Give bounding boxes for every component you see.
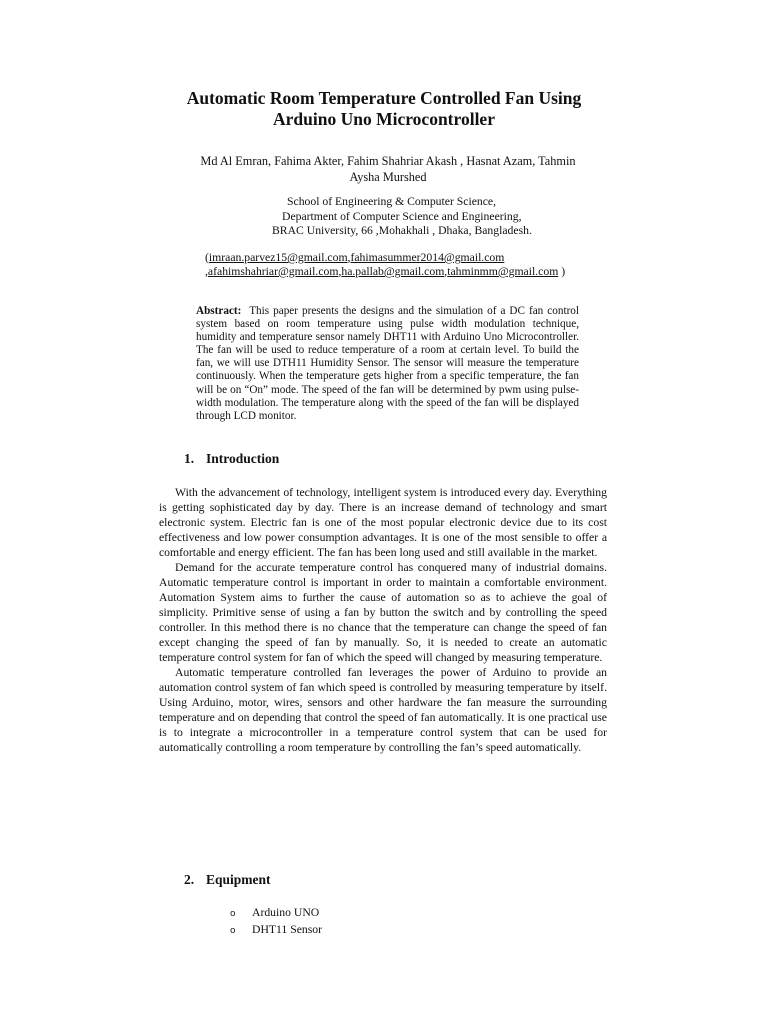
title-line-2: Arduino Uno Microcontroller — [273, 109, 495, 129]
section-heading-equipment — [184, 872, 271, 888]
authors-line-2: Aysha Murshed — [349, 169, 427, 184]
equipment-list — [230, 905, 322, 939]
section-title: Equipment — [206, 872, 271, 887]
email-separator: , — [444, 265, 448, 278]
email-line-2 — [205, 264, 565, 279]
bullet-icon: o — [230, 909, 236, 919]
list-item — [230, 905, 322, 922]
paragraph: With the advancement of technology, intelligent system is introduced every day. Everything is getting sophisticated day by day. There is an increase demand of technology and smart electronic system. Electric fan is one of the most popular electronic device due to its cost effectiveness and low power consumption advantages. It is one of the most sensible to offer a comfortable and energy efficient. The fan has been long used and still available in the market. — [159, 486, 607, 559]
abstract-text: This paper presents the designs and the simulation of a DC fan control system based on room temperature using pulse width modulation technique, humidity and temperature sensor namely DHT11 with Arduino Uno Microcontroller. The fan will be used to reduce temperature of a room at certain level. To build the fan, we will use DTH11 Humidity Sensor. The sensor will measure the temperature continuously. When the temperature gets higher from a specific temperature, the fan will be on “On” mode. The speed of the fan will be determined by pwm using pulse-width modulation. The temperature along with the speed of the fan will be displayed through LCD monitor. — [196, 305, 579, 422]
author-list — [160, 154, 616, 185]
abstract-label: Abstract: — [196, 305, 242, 317]
email-link[interactable]: ha.pallab@gmail.com — [341, 265, 445, 278]
list-item-text: DHT11 Sensor — [252, 923, 323, 936]
email-link[interactable]: tahminmm@gmail.com — [447, 265, 559, 278]
authors-line-1: Md Al Emran, Fahima Akter, Fahim Shahriar Akash , Hasnat Azam, Tahmin — [200, 154, 576, 168]
section-heading-introduction — [184, 451, 279, 467]
section-title: Introduction — [206, 451, 280, 466]
email-link[interactable]: fahimasummer2014@gmail.com — [350, 251, 505, 264]
list-item — [230, 922, 322, 939]
email-open-paren: ( — [205, 251, 209, 264]
bullet-icon: o — [230, 926, 236, 936]
paper-title — [100, 88, 668, 130]
paragraph: Automatic temperature controlled fan leverages the power of Arduino to provide an automation control system of fan which speed is controlled by measuring temperature by itself. Using Arduino, motor, wires, sensors and other hardware the fan measure the surrounding temperature and on depending that control the speed of fan automatically. It is one practical use is to integrate a microcontroller in a temperature control system that can be used for automatically controlling a room temperature by controlling the fan’s speed automatically. — [159, 666, 607, 754]
introduction-body — [159, 485, 607, 755]
list-item-text: Arduino UNO — [252, 906, 320, 919]
email-close-paren: ) — [558, 265, 566, 278]
affiliation-university: BRAC University, 66 ,Mohakhali , Dhaka, Bangladesh. — [272, 224, 532, 237]
email-link[interactable]: afahimshahriar@gmail.com — [207, 265, 339, 278]
email-link[interactable]: imraan.parvez15@gmail.com — [208, 251, 348, 264]
affiliation-school: School of Engineering & Computer Science, — [287, 195, 497, 208]
abstract — [196, 305, 579, 423]
email-separator: , — [347, 251, 351, 264]
title-line-1: Automatic Room Temperature Controlled Fan Using — [186, 88, 582, 108]
section-number: 1. — [184, 451, 195, 466]
paragraph: Demand for the accurate temperature control has conquered many of industrial domains. Automatic temperature control is important in order to maintain a comfortable environment. Automation System aims to further the cause of automation so as to achieve the goal of simplicity. Primitive sense of using a fan by button the switch and by controlling the speed controller. In this method there is no chance that the temperature can change the speed of fan except changing the speed of fan by manually. So, it is needed to create an automatic temperature control system for fan of which the speed will changed by measuring temperature. — [159, 561, 607, 664]
email-line-1 — [205, 250, 504, 265]
affiliation-department: Department of Computer Science and Engineering, — [282, 210, 522, 223]
section-number: 2. — [184, 872, 195, 887]
email-separator: , — [205, 265, 208, 278]
email-separator: , — [338, 265, 342, 278]
